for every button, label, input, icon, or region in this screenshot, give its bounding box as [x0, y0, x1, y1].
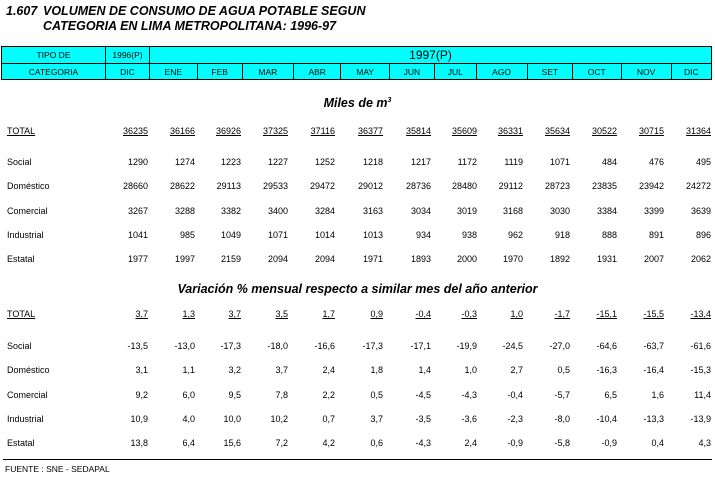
- table-cell: 3,7: [228, 309, 241, 319]
- table-cell: 2000: [456, 254, 477, 264]
- table-cell: 3384: [596, 206, 617, 216]
- row-label: Industrial: [7, 230, 44, 240]
- table-cell: 35814: [405, 126, 431, 136]
- table-row: [0, 436, 715, 450]
- header-month: DIC: [671, 64, 711, 80]
- table-row: [0, 204, 715, 218]
- table-cell: 6,0: [182, 390, 195, 400]
- row-label: Industrial: [7, 414, 44, 424]
- table-cell: 36926: [215, 126, 241, 136]
- table-cell: 1997: [174, 254, 195, 264]
- table-cell: 9,5: [228, 390, 241, 400]
- table-cell: 3168: [502, 206, 523, 216]
- table-row: [0, 155, 715, 169]
- table-cell: 934: [415, 230, 431, 240]
- table-cell: -2,3: [507, 414, 523, 424]
- table-cell: 3,2: [228, 365, 241, 375]
- table-cell: -13,3: [643, 414, 664, 424]
- table-cell: 28723: [544, 181, 570, 191]
- table-cell: -17,3: [362, 341, 383, 351]
- table-cell: 30715: [638, 126, 664, 136]
- footer-rule: [3, 459, 712, 460]
- table-cell: 36235: [122, 126, 148, 136]
- header-month: OCT: [572, 64, 621, 80]
- table-cell: -13,5: [127, 341, 148, 351]
- table-cell: 1041: [127, 230, 148, 240]
- column-header: [1, 46, 712, 80]
- table-cell: 1,4: [418, 365, 431, 375]
- table-cell: 3284: [314, 206, 335, 216]
- table-cell: -3,6: [461, 414, 477, 424]
- table-cell: 1,0: [510, 309, 523, 319]
- table-cell: 3288: [174, 206, 195, 216]
- table-cell: 495: [695, 157, 711, 167]
- table-cell: 35634: [544, 126, 570, 136]
- table-cell: 1970: [502, 254, 523, 264]
- table-cell: 29112: [498, 181, 523, 191]
- table-cell: 30522: [591, 126, 617, 136]
- table-cell: 2007: [643, 254, 664, 264]
- table-cell: 3163: [362, 206, 383, 216]
- table-cell: 1217: [410, 157, 431, 167]
- table-cell: 1,8: [370, 365, 383, 375]
- row-label: Comercial: [7, 390, 48, 400]
- table-cell: 3,1: [135, 365, 148, 375]
- table-cell: -8,0: [554, 414, 570, 424]
- table-cell: 0,7: [322, 414, 335, 424]
- table-row: [0, 179, 715, 193]
- table-cell: -13,9: [690, 414, 711, 424]
- table-cell: 2094: [314, 254, 335, 264]
- header-month: NOV: [621, 64, 671, 80]
- row-label: Estatal: [7, 438, 35, 448]
- table-cell: 6,5: [604, 390, 617, 400]
- table-cell: 3382: [220, 206, 241, 216]
- section-title-volume-superscript: 3: [387, 96, 392, 104]
- table-cell: 3034: [410, 206, 431, 216]
- table-row: [0, 339, 715, 353]
- header-tipo-de: TIPO DE: [2, 47, 106, 64]
- header-month: ABR: [293, 64, 341, 80]
- table-cell: 29472: [309, 181, 335, 191]
- table-cell: -61,6: [690, 341, 711, 351]
- table-cell: 918: [554, 230, 570, 240]
- header-month: MAY: [341, 64, 389, 80]
- table-cell: 2094: [267, 254, 288, 264]
- table-cell: 28736: [405, 181, 431, 191]
- table-cell: 10,2: [270, 414, 288, 424]
- header-month: AGO: [476, 64, 527, 80]
- table-cell: 1049: [220, 230, 241, 240]
- table-cell: 0,4: [651, 438, 664, 448]
- row-label: TOTAL: [7, 126, 36, 136]
- table-cell: 0,5: [370, 390, 383, 400]
- table-cell: 36331: [497, 126, 523, 136]
- table-cell: 9,2: [135, 390, 148, 400]
- table-cell: -16,6: [314, 341, 335, 351]
- table-cell: 3267: [127, 206, 148, 216]
- table-row: [0, 228, 715, 242]
- table-cell: 1,7: [322, 309, 335, 319]
- table-cell: 1971: [362, 254, 383, 264]
- table-cell: 31364: [685, 126, 711, 136]
- table-cell: -4,3: [461, 390, 477, 400]
- header-month: FEB: [197, 64, 242, 80]
- table-cell: 2159: [220, 254, 241, 264]
- table-cell: 24272: [685, 181, 711, 191]
- table-cell: 3400: [267, 206, 288, 216]
- table-cell: 3,7: [135, 309, 148, 319]
- table-cell: 1,6: [651, 390, 664, 400]
- table-cell: 3399: [643, 206, 664, 216]
- table-cell: 1,0: [464, 365, 477, 375]
- table-cell: 28622: [169, 181, 195, 191]
- table-cell: 1071: [549, 157, 570, 167]
- row-label: Social: [7, 341, 32, 351]
- table-cell: -0,9: [601, 438, 617, 448]
- header-year-1997: 1997(P): [150, 47, 712, 64]
- table-cell: -63,7: [643, 341, 664, 351]
- table-cell: 6,4: [182, 438, 195, 448]
- table-cell: 10,9: [130, 414, 148, 424]
- row-label: TOTAL: [7, 309, 36, 319]
- table-cell: -16,4: [643, 365, 664, 375]
- section-title-variation: Variación % mensual respecto a similar mes del año anterior: [177, 282, 538, 296]
- table-cell: 0,9: [370, 309, 383, 319]
- table-cell: 36377: [357, 126, 383, 136]
- table-cell: 7,2: [275, 438, 288, 448]
- table-cell: -15,1: [596, 309, 617, 319]
- table-cell: 37116: [310, 126, 335, 136]
- section-title-volume: [0, 96, 715, 110]
- table-cell: -17,3: [220, 341, 241, 351]
- table-cell: 0,5: [557, 365, 570, 375]
- table-cell: 37325: [262, 126, 288, 136]
- row-label: Comercial: [7, 206, 48, 216]
- table-cell: 1119: [504, 157, 523, 167]
- table-cell: 1013: [362, 230, 383, 240]
- header-month: SET: [527, 64, 572, 80]
- table-cell: -17,1: [410, 341, 431, 351]
- table-cell: -24,5: [502, 341, 523, 351]
- table-cell: 962: [507, 230, 523, 240]
- table-cell: -13,4: [690, 309, 711, 319]
- header-month: JUN: [389, 64, 434, 80]
- table-cell: -13,0: [174, 341, 195, 351]
- table-cell: -3,5: [415, 414, 431, 424]
- table-cell: 3030: [549, 206, 570, 216]
- table-cell: 23942: [638, 181, 664, 191]
- title-line-2: CATEGORIA EN LIMA METROPOLITANA: 1996-97: [43, 19, 337, 33]
- total-row: [0, 124, 715, 138]
- table-cell: -0,3: [461, 309, 477, 319]
- table-cell: 4,2: [322, 438, 335, 448]
- table-cell: 1892: [549, 254, 570, 264]
- table-cell: 1071: [267, 230, 288, 240]
- table-cell: 0,6: [370, 438, 383, 448]
- table-cell: -10,4: [596, 414, 617, 424]
- table-cell: -4,3: [415, 438, 431, 448]
- table-cell: -19,9: [456, 341, 477, 351]
- table-cell: 1,1: [182, 365, 195, 375]
- table-cell: -1,7: [554, 309, 570, 319]
- table-cell: 15,6: [223, 438, 241, 448]
- header-month: DIC: [106, 64, 150, 80]
- table-cell: 888: [601, 230, 617, 240]
- table-cell: 28660: [122, 181, 148, 191]
- table-cell: 29012: [357, 181, 383, 191]
- table-row: [0, 363, 715, 377]
- table-cell: 896: [695, 230, 711, 240]
- table-cell: 35609: [451, 126, 477, 136]
- total-row: [0, 307, 715, 321]
- title-line-1: VOLUMEN DE CONSUMO DE AGUA POTABLE SEGUN: [43, 4, 366, 18]
- row-label: Doméstico: [7, 365, 50, 375]
- table-cell: -4,5: [415, 390, 431, 400]
- table-cell: 29113: [216, 181, 241, 191]
- table-cell: -15,3: [690, 365, 711, 375]
- table-cell: -16,3: [596, 365, 617, 375]
- table-cell: 10,0: [223, 414, 241, 424]
- table-cell: 13,8: [130, 438, 148, 448]
- header-month: MAR: [242, 64, 293, 80]
- table-cell: 2,4: [322, 365, 335, 375]
- table-cell: 1931: [596, 254, 617, 264]
- table-cell: 1014: [314, 230, 335, 240]
- table-cell: 1,3: [182, 309, 195, 319]
- header-month: ENE: [150, 64, 198, 80]
- table-cell: 1172: [457, 157, 477, 167]
- table-cell: 938: [461, 230, 477, 240]
- row-label: Estatal: [7, 254, 35, 264]
- table-cell: 3,7: [370, 414, 383, 424]
- row-label: Doméstico: [7, 181, 50, 191]
- table-cell: 2062: [690, 254, 711, 264]
- table-cell: -64,6: [596, 341, 617, 351]
- table-cell: 2,7: [510, 365, 523, 375]
- source-note: FUENTE : SNE - SEDAPAL: [5, 464, 110, 474]
- table-cell: 4,3: [698, 438, 711, 448]
- table-cell: 891: [648, 230, 664, 240]
- table-cell: 1290: [127, 157, 148, 167]
- table-cell: -0,4: [415, 309, 431, 319]
- table-cell: 3639: [690, 206, 711, 216]
- table-cell: 4,0: [182, 414, 195, 424]
- section-title-volume-text: Miles de m: [323, 96, 388, 110]
- table-cell: 2,4: [464, 438, 477, 448]
- table-cell: 985: [179, 230, 195, 240]
- table-row: [0, 412, 715, 426]
- table-cell: -0,4: [507, 390, 523, 400]
- table-cell: 36166: [169, 126, 195, 136]
- table-cell: -5,8: [554, 438, 570, 448]
- table-title: [6, 4, 365, 34]
- table-cell: 1252: [314, 157, 335, 167]
- table-cell: 484: [601, 157, 617, 167]
- table-cell: 1218: [362, 157, 383, 167]
- header-categoria: CATEGORIA: [2, 64, 106, 80]
- table-cell: 1223: [220, 157, 241, 167]
- table-cell: -27,0: [549, 341, 570, 351]
- header-year-1996: 1996(P): [106, 47, 150, 64]
- table-cell: 3019: [456, 206, 477, 216]
- header-month: JUL: [435, 64, 477, 80]
- table-cell: -18,0: [267, 341, 288, 351]
- table-cell: -15,5: [643, 309, 664, 319]
- table-cell: 7,8: [275, 390, 288, 400]
- table-cell: 1227: [267, 157, 288, 167]
- table-number: 1.607: [6, 4, 38, 18]
- row-label: Social: [7, 157, 32, 167]
- table-cell: 3,5: [275, 309, 288, 319]
- table-cell: 476: [648, 157, 664, 167]
- table-cell: 11,4: [694, 390, 711, 400]
- table-cell: -0,9: [507, 438, 523, 448]
- table-cell: 29533: [262, 181, 288, 191]
- table-cell: 28480: [451, 181, 477, 191]
- table-cell: 23835: [591, 181, 617, 191]
- table-row: [0, 252, 715, 266]
- table-row: [0, 388, 715, 402]
- table-cell: 1893: [410, 254, 431, 264]
- table-cell: 1977: [127, 254, 148, 264]
- table-cell: -5,7: [554, 390, 570, 400]
- table-cell: 2,2: [322, 390, 335, 400]
- table-cell: 3,7: [275, 365, 288, 375]
- table-cell: 1274: [174, 157, 195, 167]
